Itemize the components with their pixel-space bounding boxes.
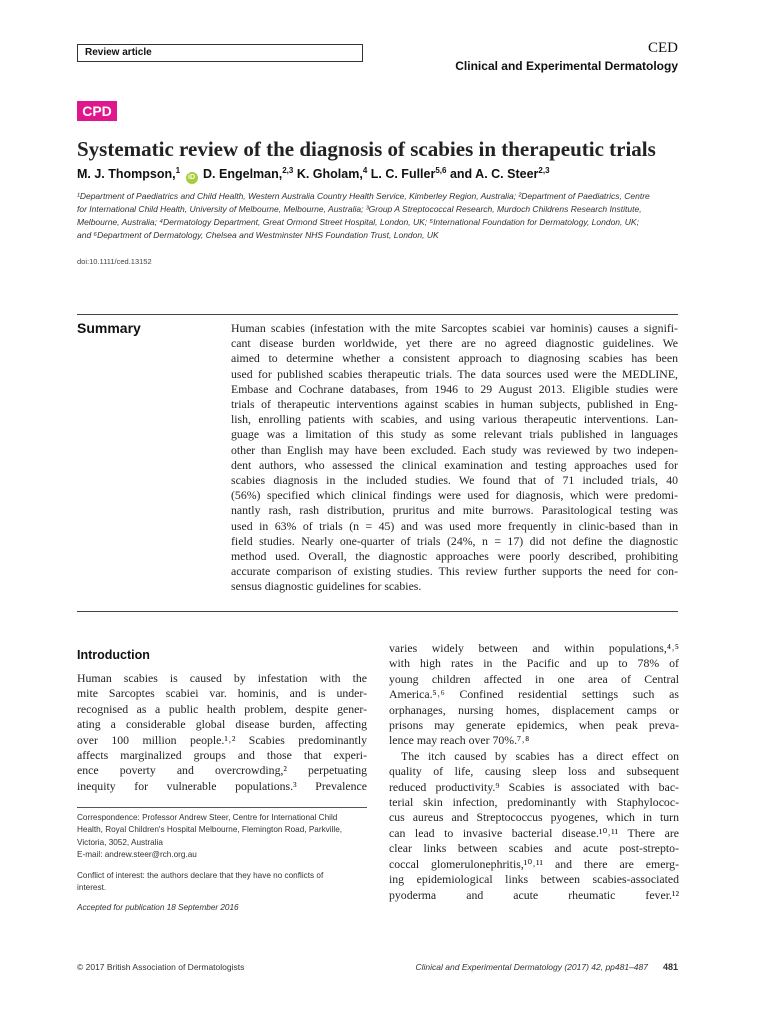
- body-line: America.⁵˒⁶ Confined residential settings such as: [389, 687, 679, 702]
- introduction-heading: Introduction: [77, 648, 150, 662]
- doi-link[interactable]: doi:10.1111/ced.13152: [77, 257, 152, 266]
- footnote-rule: [77, 807, 367, 808]
- journal-abbreviation: CED: [648, 40, 678, 56]
- author-name: M. J. Thompson,: [77, 167, 176, 182]
- summary-heading: Summary: [77, 320, 141, 336]
- author-affiliation-ref: 2,3: [282, 166, 294, 175]
- body-line: varies widely between and within populations,⁴˒⁵: [389, 641, 679, 655]
- body-line: terial skin infection, predominantly with Staphylococ-: [389, 795, 679, 810]
- author-list: [77, 166, 697, 184]
- footnote-line: Health, Royal Children's Hospital Melbourne, Flemington Road, Parkville,: [77, 825, 343, 835]
- summary-line: method used. Overall, the diagnostic approaches were poorly described, prohibiting: [231, 549, 678, 564]
- accepted-note: [77, 902, 369, 914]
- author-name: D. Engelman,: [203, 167, 283, 182]
- summary-line: aimed to determine whether a consistent approach to diagnosing scabies has been: [231, 351, 678, 366]
- body-line: clear links between scabies and acute post-strepto-: [389, 841, 679, 856]
- body-line: quality of life, causing sleep loss and subsequent: [389, 764, 679, 779]
- body-line: ence poverty and overcrowding,² perpetuating: [77, 763, 367, 778]
- body-line: recognised as a public health problem, despite gener-: [77, 701, 367, 716]
- footnote-line: Correspondence: Professor Andrew Steer, Centre for International Child: [77, 813, 338, 822]
- summary-line: other than English may have been excluded. Each study was reviewed by two indepen-: [231, 442, 678, 457]
- summary-bottom-rule: [77, 611, 678, 612]
- journal-name: Clinical and Experimental Dermatology: [455, 59, 678, 73]
- footnote-line: Conflict of interest: the authors declare that they have no conflicts of: [77, 870, 324, 880]
- body-line: inequity for vulnerable populations.³ Prevalence: [77, 778, 367, 793]
- article-title: Systematic review of the diagnosis of scabies in therapeutic trials: [77, 137, 656, 161]
- summary-line: dent authors, who assessed the clinical examination and testing approaches used for: [231, 457, 678, 472]
- body-line: coccal glomerulonephritis,¹⁰˒¹¹ and there are emerg-: [389, 856, 679, 871]
- correspondence-note: [77, 812, 369, 862]
- affiliations: [77, 190, 687, 242]
- cpd-badge: CPD: [77, 101, 117, 121]
- summary-line: Human scabies (infestation with the mite Sarcoptes scabiei var hominis) causes a signifi-: [231, 321, 678, 335]
- footnotes: [77, 812, 369, 923]
- body-line: reduced productivity.⁹ Scabies is associated with bac-: [389, 779, 679, 794]
- affiliation-line: and ⁶Department of Dermatology, Chelsea and Westminster NHS Foundation Trust, London, UK: [77, 230, 439, 240]
- body-line: pyoderma and acute rheumatic fever.¹²: [389, 887, 679, 902]
- email-link[interactable]: E-mail: andrew.steer@rch.org.au: [77, 850, 197, 860]
- summary-line: guage was a limitation of this study as some relevant trials published in languages: [231, 427, 678, 442]
- summary-line: used for published scabies therapeutic trials. The data sources used were the MEDLINE,: [231, 366, 678, 381]
- author-name: and A. C. Steer: [449, 167, 539, 182]
- footnote-line: interest.: [77, 883, 107, 893]
- body-line: mite Sarcoptes scabiei var. hominis, and is under-: [77, 686, 367, 701]
- page-footer: [77, 962, 678, 976]
- author-affiliation-ref: 4: [362, 166, 368, 175]
- orcid-icon[interactable]: iD: [186, 172, 198, 184]
- summary-top-rule: [77, 314, 678, 315]
- summary-abstract: [231, 321, 678, 595]
- conflict-note: [77, 870, 369, 895]
- body-column-right: [389, 641, 679, 903]
- body-line: ing epidemiological links between scabies-associated: [389, 872, 679, 887]
- body-line: over 100 million people.¹˒² Scabies predominantly: [77, 732, 367, 747]
- copyright-notice: © 2017 British Association of Dermatologists: [77, 962, 245, 972]
- affiliation-line: Melbourne, Australia; ⁴Dermatology Department, Great Ormond Street Hospital, London, UK; ⁵International Foundation for Dermatology, London, UK;: [77, 217, 639, 227]
- body-line: cus aureus and Streptococcus pyogenes, which in turn: [389, 810, 679, 825]
- summary-line: sensus diagnostic guidelines for scabies.: [231, 579, 422, 594]
- body-line: with high rates in the Pacific and up to 78% of: [389, 656, 679, 671]
- summary-line: cant disease burden worldwide, yet there are no agreed diagnostic guidelines. We: [231, 336, 678, 351]
- body-line: can lead to invasive bacterial disease.¹⁰˒¹¹ There are: [389, 825, 679, 840]
- body-line: ating a considerable global disease burden, affecting: [77, 717, 367, 732]
- body-line: The itch caused by scabies has a direct effect on: [401, 748, 679, 763]
- author-name: K. Gholam,: [296, 167, 363, 182]
- summary-line: lish, enrolling patients with scabies, and using various therapeutic interventions. Lan-: [231, 412, 678, 427]
- body-line: young children affected in one area of Central: [389, 671, 679, 686]
- body-column-left: [77, 671, 367, 794]
- affiliation-line: ¹Department of Paediatrics and Child Health, Western Australia Country Health Service, Kimberley Region, Australia; ²Department of Paediatrics, Centre: [77, 191, 650, 201]
- author-affiliation-ref: 1: [175, 166, 181, 175]
- footnote-line: Victoria, 3052, Australia: [77, 837, 163, 847]
- summary-line: Embase and Cochrane databases, from 1946 to 29 August 2013. Eligible studies were: [231, 381, 678, 396]
- body-line: lence may reach over 70%.⁷˒⁸: [389, 733, 530, 748]
- journal-citation: Clinical and Experimental Dermatology (2017) 42, pp481–487: [415, 962, 648, 972]
- author-affiliation-ref: 2,3: [538, 166, 550, 175]
- accepted-date: Accepted for publication 18 September 2016: [77, 903, 239, 913]
- summary-line: scabies diagnosis in the included studies. We found that of 71 included trials, 40: [231, 473, 678, 488]
- author-name: L. C. Fuller: [370, 167, 436, 182]
- summary-line: nantly rash, rash distribution, pruritus and mite burrows. Parasitological testing was: [231, 503, 678, 518]
- body-line: Human scabies is caused by infestation with the: [77, 671, 367, 685]
- summary-line: trials of therapeutic interventions against scabies in human subjects, published in Eng-: [231, 397, 678, 412]
- author-affiliation-ref: 5,6: [435, 166, 447, 175]
- body-line: affects marginalized groups and those that experi-: [77, 748, 367, 763]
- article-type-box: Review article: [77, 44, 363, 62]
- body-line: orphanages, nursing homes, displacement camps or: [389, 702, 679, 717]
- summary-line: used in 63% of trials (n = 45) and was used more frequently in clinic-based than in: [231, 518, 678, 533]
- summary-line: field studies. Nearly one-quarter of trials (24%, n = 17) did not define the diagnostic: [231, 533, 678, 548]
- affiliation-line: for International Child Health, University of Melbourne, Melbourne, Australia; ³Group A Streptococcal Research, Murdoch Childrens Research Institute,: [77, 204, 642, 214]
- page-number: 481: [662, 962, 678, 972]
- body-line: prisons may generate epidemics, when peak preva-: [389, 718, 679, 733]
- summary-line: accurate comparison of existing studies. This review further supports the need for con-: [231, 564, 678, 579]
- summary-line: (56%) specified which clinical findings were used for diagnosis, which were predomi-: [231, 488, 678, 503]
